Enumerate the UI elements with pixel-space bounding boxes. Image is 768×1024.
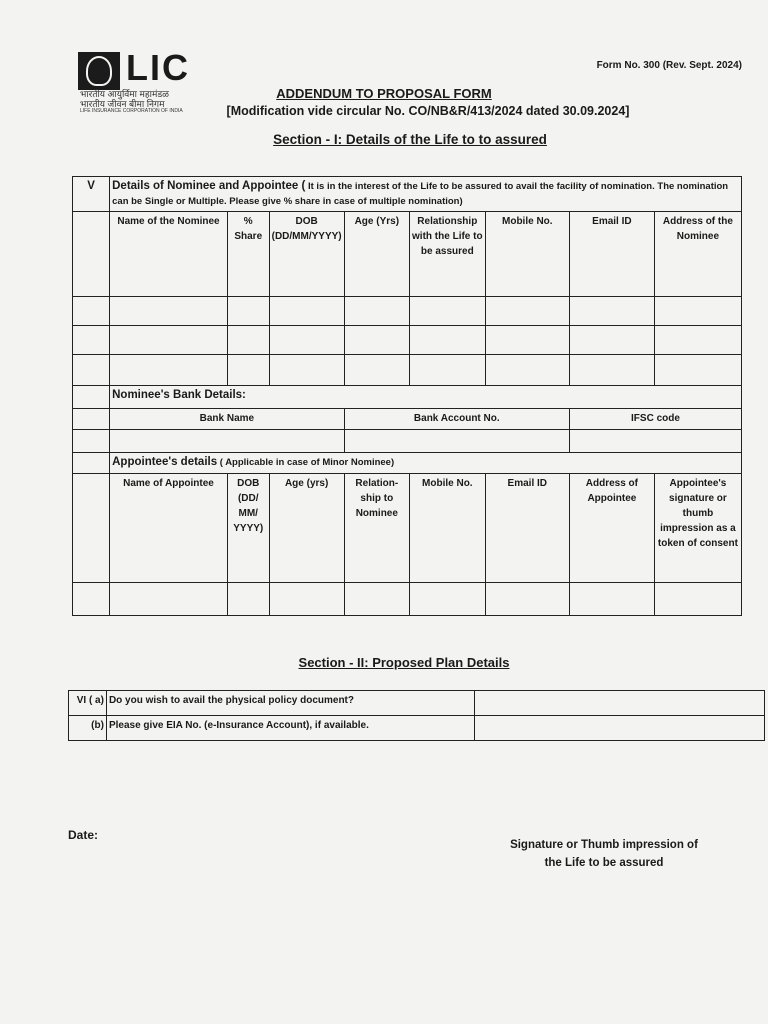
age-input[interactable] bbox=[344, 355, 409, 386]
relationship-input[interactable] bbox=[410, 326, 486, 355]
col-nominee-mobile: Mobile No. bbox=[485, 212, 569, 297]
nominee-row-1 bbox=[73, 297, 742, 326]
col-bank-name: Bank Name bbox=[110, 409, 345, 430]
email-input[interactable] bbox=[569, 297, 654, 326]
appointee-age-input[interactable] bbox=[269, 583, 344, 616]
appointee-address-input[interactable] bbox=[569, 583, 654, 616]
question-a-label: VI ( a) bbox=[69, 691, 107, 716]
age-input[interactable] bbox=[344, 326, 409, 355]
section2-heading: Section - II: Proposed Plan Details bbox=[298, 655, 510, 670]
col-nominee-email: Email ID bbox=[569, 212, 654, 297]
plan-details-table bbox=[68, 690, 765, 741]
col-appointee-relationship: Relation-ship to Nominee bbox=[344, 474, 409, 583]
col-bank-account: Bank Account No. bbox=[344, 409, 569, 430]
signature-label: Signature or Thumb impression of the Life to be assured bbox=[510, 839, 698, 869]
hindi-name-line2: भारतीय जीवन बीमा निगम bbox=[80, 99, 165, 109]
appointee-heading-text: Appointee's details bbox=[112, 456, 218, 468]
appointee-details-heading bbox=[110, 453, 742, 474]
share-input[interactable] bbox=[227, 297, 269, 326]
relationship-input[interactable] bbox=[410, 355, 486, 386]
col-nominee-age: Age (Yrs) bbox=[344, 212, 409, 297]
section1-heading: Section - I: Details of the Life to to assured bbox=[273, 132, 547, 147]
dob-input[interactable] bbox=[269, 297, 344, 326]
address-input[interactable] bbox=[654, 326, 741, 355]
eia-number-answer[interactable] bbox=[475, 716, 765, 741]
lic-logo-text: LIC bbox=[126, 47, 190, 88]
email-input[interactable] bbox=[569, 355, 654, 386]
appointee-mobile-input[interactable] bbox=[410, 583, 486, 616]
date-label: Date: bbox=[68, 828, 99, 842]
corporation-name: LIFE INSURANCE CORPORATION OF INDIA bbox=[80, 108, 183, 114]
dob-input[interactable] bbox=[269, 355, 344, 386]
nominee-details-heading bbox=[110, 177, 742, 212]
form-subtitle: [Modification vide circular No. CO/NB&R/413/2024 dated 30.09.2024] bbox=[226, 104, 630, 118]
lic-logo-hands-icon bbox=[86, 56, 112, 86]
physical-policy-answer[interactable] bbox=[475, 691, 765, 716]
mobile-input[interactable] bbox=[485, 326, 569, 355]
section-v-label: V bbox=[73, 177, 110, 212]
col-nominee-address: Address of the Nominee bbox=[654, 212, 741, 297]
col-appointee-signature: Appointee's signature or thumb impression as a token of consent bbox=[654, 474, 741, 583]
address-input[interactable] bbox=[654, 355, 741, 386]
col-appointee-dob: DOB (DD/ MM/ YYYY) bbox=[227, 474, 269, 583]
appointee-row bbox=[73, 583, 742, 616]
appointee-dob-input[interactable] bbox=[227, 583, 269, 616]
col-appointee-mobile: Mobile No. bbox=[410, 474, 486, 583]
nominee-row-3 bbox=[73, 355, 742, 386]
bank-name-input[interactable] bbox=[110, 430, 345, 453]
col-appointee-age: Age (yrs) bbox=[269, 474, 344, 583]
nominee-appointee-table bbox=[72, 176, 742, 616]
appointee-email-input[interactable] bbox=[485, 583, 569, 616]
hindi-name-line1: भारतीय आयुर्विमा महामंडळ bbox=[80, 89, 170, 99]
col-nominee-dob: DOB (DD/MM/YYYY) bbox=[269, 212, 344, 297]
col-nominee-name: Name of the Nominee bbox=[110, 212, 228, 297]
col-ifsc: IFSC code bbox=[569, 409, 741, 430]
appointee-signature-input[interactable] bbox=[654, 583, 741, 616]
age-input[interactable] bbox=[344, 297, 409, 326]
question-a-text: Do you wish to avail the physical policy document? bbox=[106, 691, 474, 716]
nominee-heading-text: Details of Nominee and Appointee ( bbox=[112, 180, 306, 192]
appointee-note: ( Applicable in case of Minor Nominee) bbox=[217, 457, 395, 468]
form-title: ADDENDUM TO PROPOSAL FORM bbox=[276, 86, 492, 101]
relationship-input[interactable] bbox=[410, 297, 486, 326]
appointee-relationship-input[interactable] bbox=[344, 583, 409, 616]
question-b-text: Please give EIA No. (e-Insurance Account), if available. bbox=[106, 716, 474, 741]
share-input[interactable] bbox=[227, 326, 269, 355]
nominee-note: It is in the interest of the Life to be assured to avail the facility of nomination. The nomination can be Single or Multiple. Please give % share in case of multiple nomination) bbox=[112, 181, 729, 207]
form-number: Form No. 300 (Rev. Sept. 2024) bbox=[596, 60, 742, 71]
share-input[interactable] bbox=[227, 355, 269, 386]
email-input[interactable] bbox=[569, 326, 654, 355]
nominee-name-input[interactable] bbox=[110, 326, 228, 355]
bank-details-heading: Nominee's Bank Details: bbox=[110, 386, 742, 409]
question-b-label: (b) bbox=[69, 716, 107, 741]
mobile-input[interactable] bbox=[485, 297, 569, 326]
col-appointee-address: Address of Appointee bbox=[569, 474, 654, 583]
nominee-name-input[interactable] bbox=[110, 297, 228, 326]
bank-account-input[interactable] bbox=[344, 430, 569, 453]
col-appointee-email: Email ID bbox=[485, 474, 569, 583]
appointee-name-input[interactable] bbox=[110, 583, 228, 616]
col-relationship: Relationship with the Life to be assured bbox=[410, 212, 486, 297]
dob-input[interactable] bbox=[269, 326, 344, 355]
nominee-name-input[interactable] bbox=[110, 355, 228, 386]
address-input[interactable] bbox=[654, 297, 741, 326]
col-appointee-name: Name of Appointee bbox=[110, 474, 228, 583]
col-share: % Share bbox=[227, 212, 269, 297]
nominee-row-2 bbox=[73, 326, 742, 355]
mobile-input[interactable] bbox=[485, 355, 569, 386]
ifsc-input[interactable] bbox=[569, 430, 741, 453]
